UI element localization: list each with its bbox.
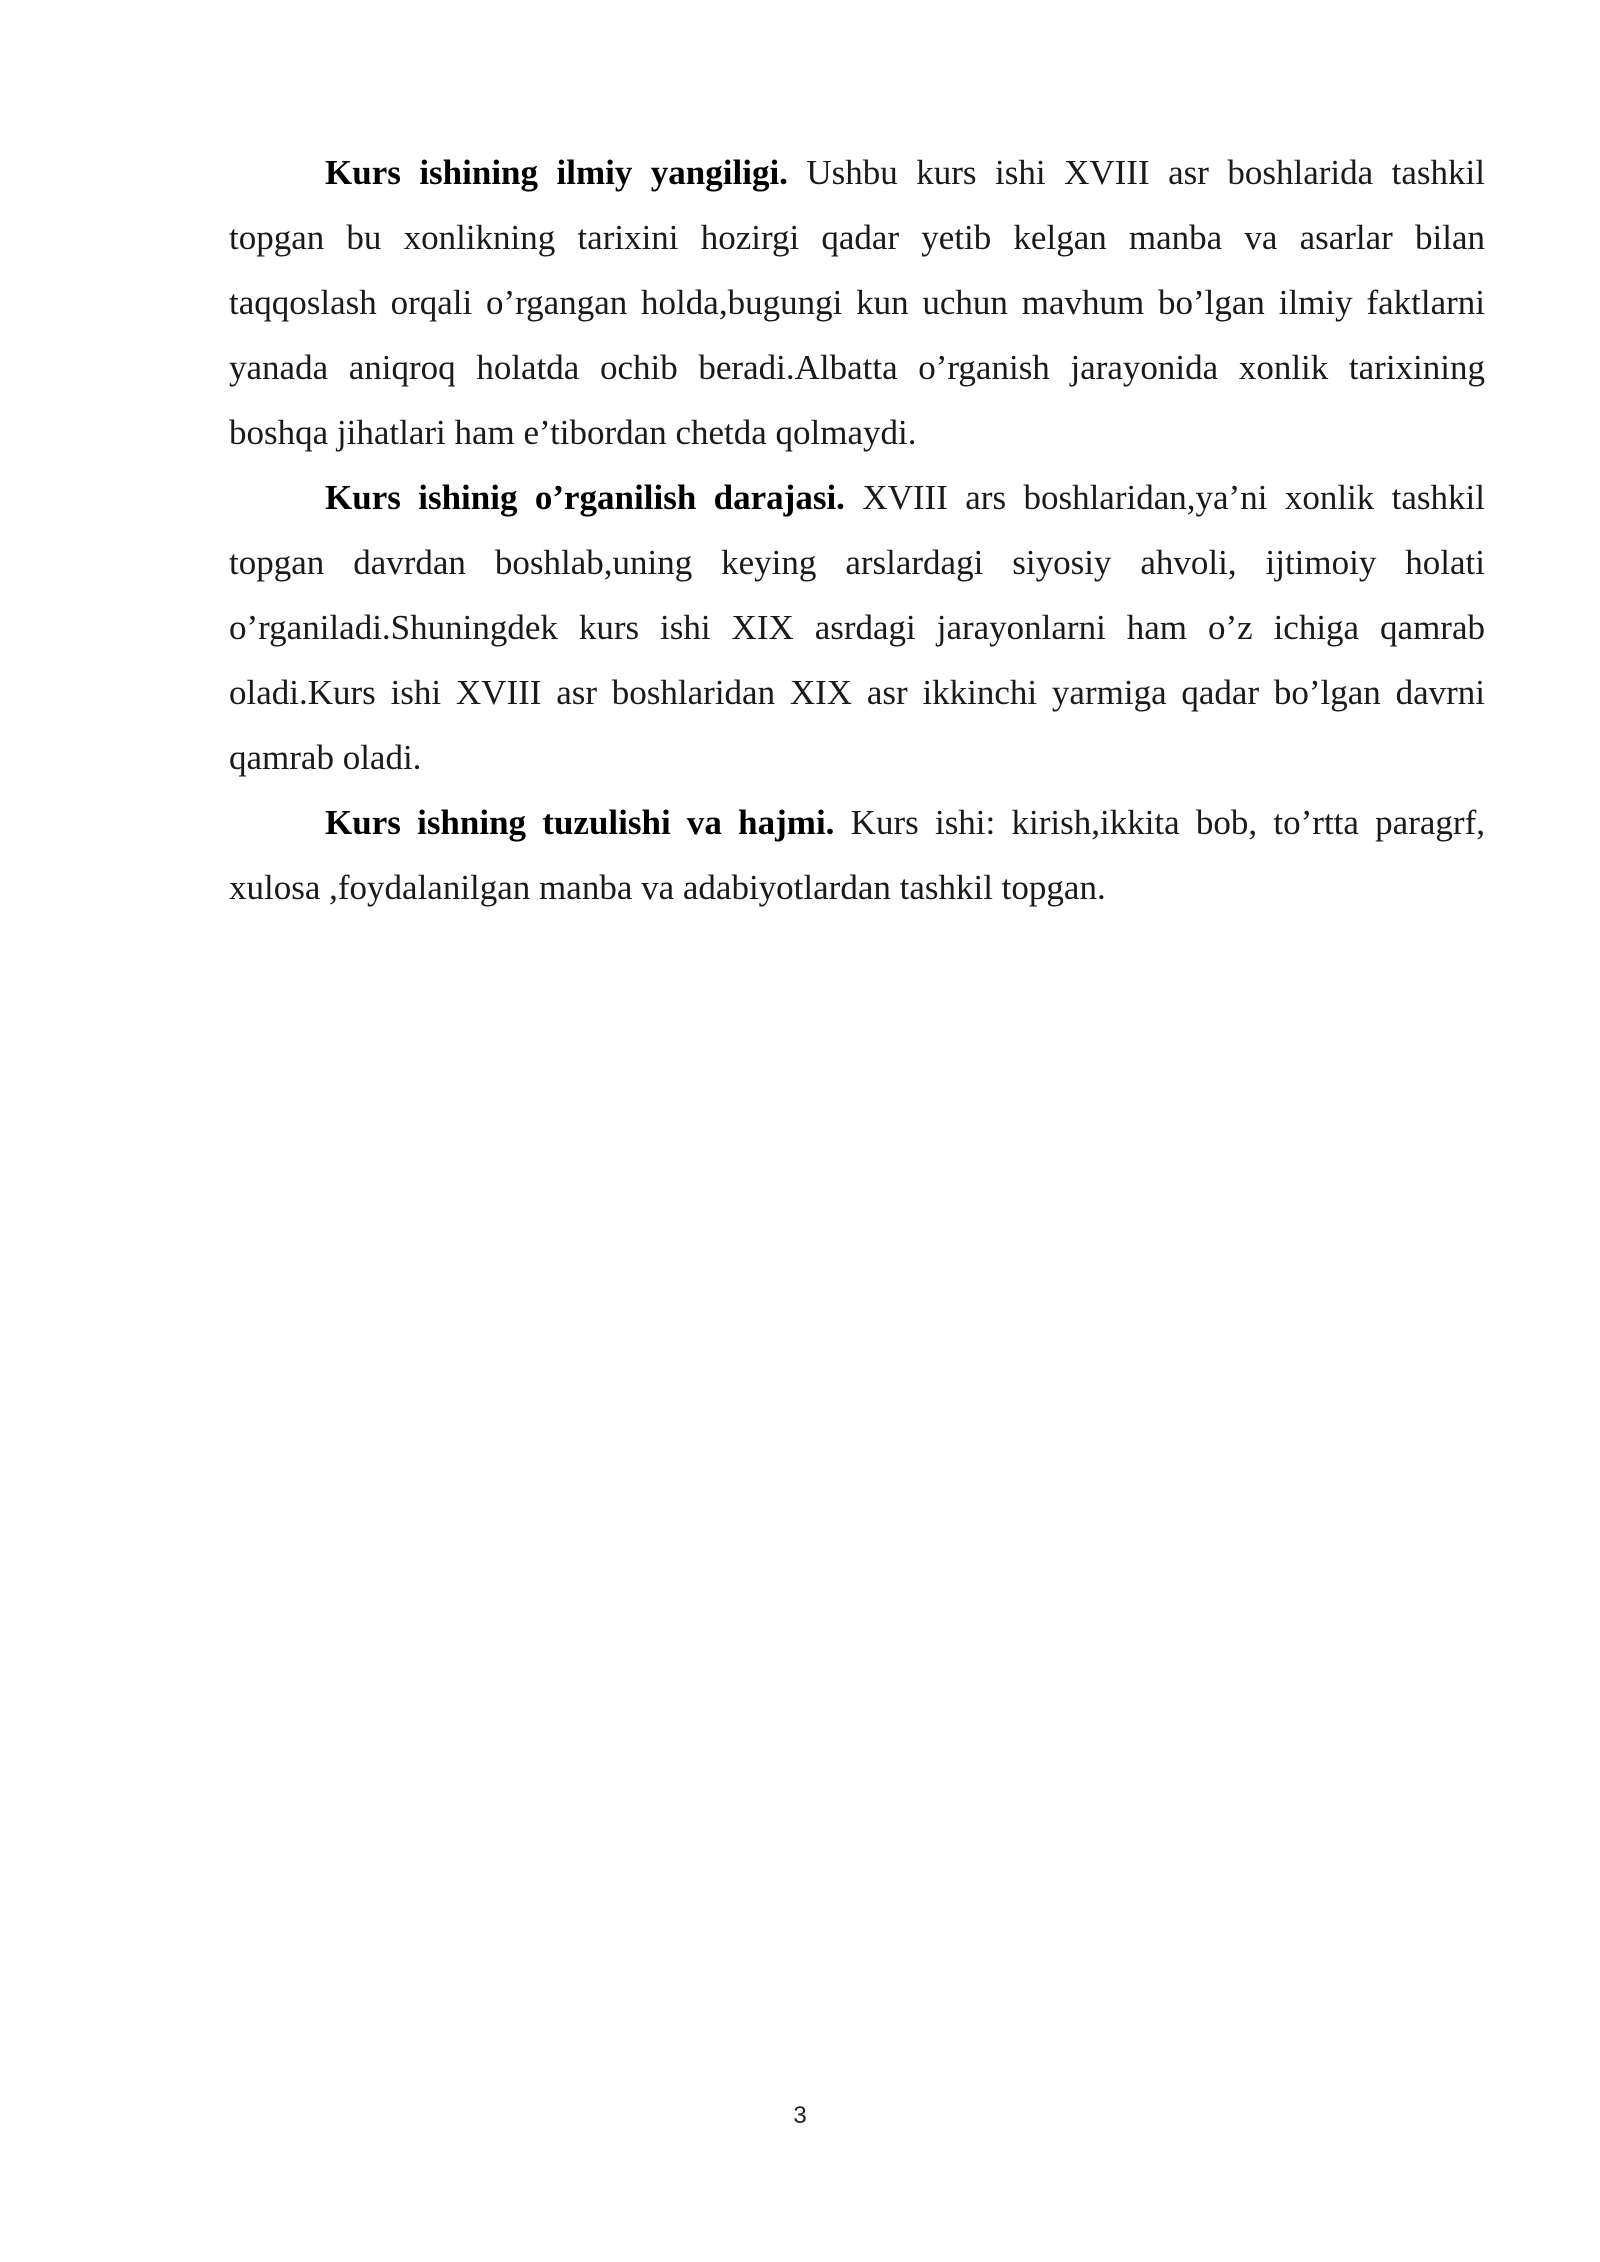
paragraph-text: Kurs ishi: kirish,ikkita bob, to’rtta paragrf, xulosa ,foydalanilgan manba va adabiyotlardan tashkil topgan. xyxy=(229,803,1485,907)
paragraph-scientific-novelty xyxy=(229,140,1485,465)
paragraph-structure-volume xyxy=(229,790,1485,920)
paragraph-heading: Kurs ishning tuzulishi va hajmi. xyxy=(325,803,835,842)
page-number: 3 xyxy=(793,2102,807,2129)
paragraph-heading: Kurs ishinig o’rganilish darajasi. xyxy=(325,478,845,517)
document-body xyxy=(229,140,1485,920)
paragraph-text: XVIII ars boshlaridan,ya’ni xonlik tashkil topgan davrdan boshlab,uning keying arslardagi siyosiy ahvoli, ijtimoiy holati o’rganiladi.Shuningdek kurs ishi XIX asrdagi jarayonlarni ham o’z ichiga qamrab oladi.Kurs ishi XVIII asr boshlaridan XIX asr ikkinchi yarmiga qadar bo’lgan davrni qamrab oladi. xyxy=(229,478,1486,777)
paragraph-heading: Kurs ishining ilmiy yangiligi. xyxy=(325,153,788,192)
paragraph-text: Ushbu kurs ishi XVIII asr boshlarida tashkil topgan bu xonlikning tarixini hozirgi qadar yetib kelgan manba va asarlar bilan taqqoslash orqali o’rgangan holda,bugungi kun uchun mavhum bo’lgan ilmiy faktlarni yanada aniqroq holatda ochib beradi.Albatta o’rganish jarayonida xonlik tarixining boshqa jihatlari ham e’tibordan chetda qolmaydi. xyxy=(229,153,1485,452)
paragraph-study-level xyxy=(229,465,1485,790)
